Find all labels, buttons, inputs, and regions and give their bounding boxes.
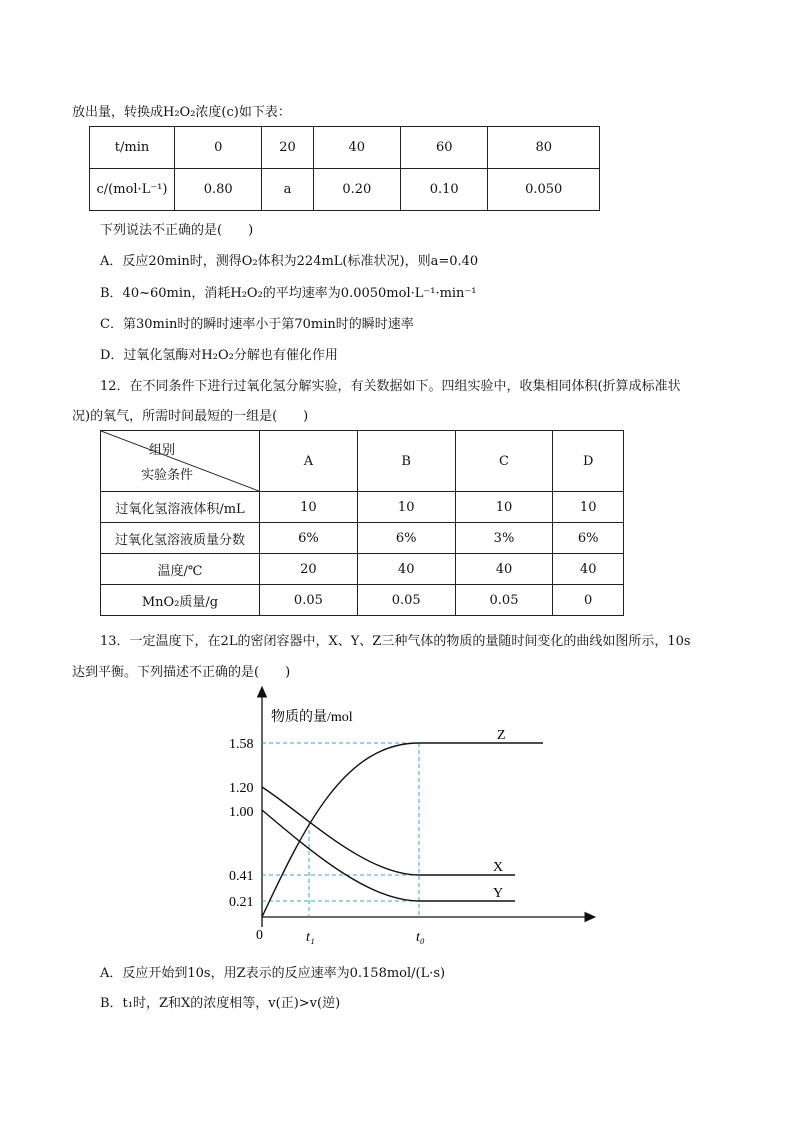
table-cell: t/min [90,127,175,169]
table-cell: 40 [357,554,455,585]
x-tick-label: 0 [256,928,263,943]
table-cell: 0.05 [260,585,358,616]
table-header-cell: A [260,431,358,492]
row-label: 温度/℃ [101,554,260,585]
q12-stem-line1: 12．在不同条件下进行过氧化氢分解实验，有关数据如下。四组实验中，收集相同体积(折算成标准状 [100,379,681,394]
table-row [90,169,600,211]
row-label: 过氧化氢溶液质量分数 [101,523,260,554]
table-cell: a [262,169,313,211]
q11-option-d: D．过氧化氢酶对H₂O₂分解也有催化作用 [100,348,338,363]
row-label: MnO₂质量/g [101,585,260,616]
table-header-cell: C [455,431,553,492]
table-cell: 0 [553,585,624,616]
diagonal-header-cell [101,431,260,492]
q13-stem-line2: 达到平衡。下列描述不正确的是( ) [72,665,291,680]
x-tick-label: t₁ [306,930,315,945]
table-cell: 3% [455,523,553,554]
table-row [90,127,600,169]
table-row [101,523,624,554]
table-cell: 10 [553,492,624,523]
q13-stem-line1: 13．一定温度下，在2L的密闭容器中，X、Y、Z三种气体的物质的量随时间变化的曲线如图所示，10s [100,634,691,649]
y-tick-label: 0.21 [229,895,254,910]
series-label-x: X [493,860,504,875]
header-group: 组别 [148,443,175,458]
row-label: 过氧化氢溶液体积/mL [101,492,260,523]
x-tick-label: t₀ [416,930,425,945]
table-header-cell: D [553,431,624,492]
y-axis-label: 物质的量/mol [271,710,353,725]
table-cell: 10 [260,492,358,523]
table-cell: 0.050 [488,169,600,211]
y-tick-label: 1.20 [229,781,254,796]
series-label-z: Z [497,728,506,743]
table-cell: 60 [401,127,488,169]
q12-stem-line2: 况)的氧气，所需时间最短的一组是( ) [72,409,309,424]
table-cell: 6% [260,523,358,554]
table-cell: 0.80 [175,169,262,211]
table-cell: 80 [488,127,600,169]
table-cell: 0.10 [401,169,488,211]
table-cell: 0 [175,127,262,169]
table-cell: 40 [313,127,400,169]
table-cell: c/(mol·L⁻¹) [90,169,175,211]
table-cell: 40 [455,554,553,585]
table-cell: 10 [357,492,455,523]
table-cell: 0.05 [357,585,455,616]
table-cell: 0.05 [455,585,553,616]
table-header-cell: B [357,431,455,492]
mole-time-chart [225,685,605,955]
table-cell: 10 [455,492,553,523]
table-cell: 6% [357,523,455,554]
q11-option-c: C．第30min时的瞬时速率小于第70min时的瞬时速率 [100,317,414,332]
table-cell: 40 [553,554,624,585]
y-tick-label: 1.00 [229,805,254,820]
q11-option-b: B．40~60min，消耗H₂O₂的平均速率为0.0050mol·L⁻¹·min⁻¹ [100,286,477,301]
concentration-table [89,126,600,211]
y-tick-label: 0.41 [229,869,254,884]
intro-text: 放出量，转换成H₂O₂浓度(c)如下表： [72,105,291,120]
series-y-line [262,810,515,901]
table-cell: 6% [553,523,624,554]
q13-option-a: A．反应开始到10s，用Z表示的反应速率为0.158mol/(L·s) [100,966,446,981]
y-tick-label: 1.58 [229,737,254,752]
table-cell: 20 [262,127,313,169]
series-label-y: Y [493,886,504,901]
series-x-line [262,787,515,875]
table-row [101,585,624,616]
q13-option-b: B．t₁时，Z和X的浓度相等，v(正)>v(逆) [100,996,341,1011]
table-row [101,492,624,523]
table-cell: 0.20 [313,169,400,211]
table-cell: 20 [260,554,358,585]
header-condition: 实验条件 [141,468,194,483]
table-header-row [101,431,624,492]
experiment-table [100,430,624,616]
table-row [101,554,624,585]
q11-stem: 下列说法不正确的是( ) [100,223,254,238]
q11-option-a: A．反应20min时，测得O₂体积为224mL(标准状况)，则a=0.40 [100,254,479,269]
